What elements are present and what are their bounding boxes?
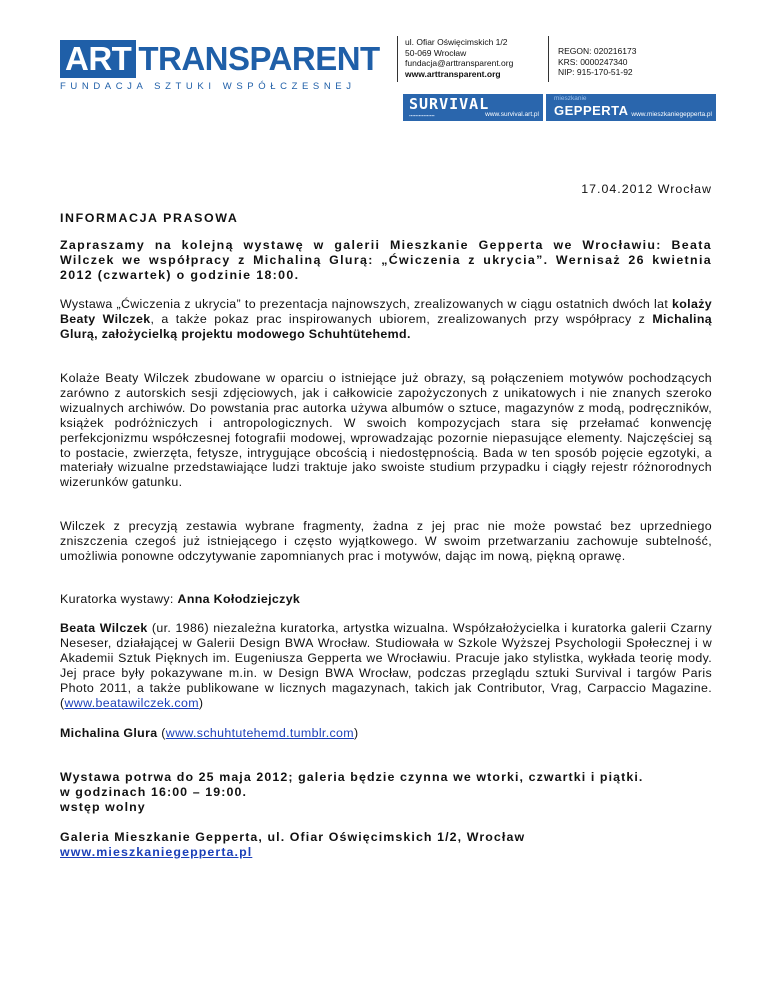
- registry-info: [558, 46, 636, 78]
- glura-line: [60, 726, 712, 741]
- page-title: INFORMACJA PRASOWA: [60, 211, 239, 225]
- glura-open: (: [157, 726, 166, 740]
- p1-bold-d: Michaliną Glurą, założycielką projektu modowego Schuhtütehemd.: [60, 311, 712, 341]
- logo-tagline: FUNDACJA SZTUKI WSPÓŁCZESNEJ: [60, 81, 356, 92]
- info-admission: wstęp wolny: [60, 799, 146, 814]
- foundation-address: [405, 37, 513, 79]
- paragraph-2: Kolaże Beaty Wilczek zbudowane w oparciu o istniejące już obrazy, są połączeniem motywów pochodzących zarówno z autorskich sesji zdjęciowych, jak i całkowicie zapożyczonych z unikatowych i nie znanych szeroko wizualnych archiwów. Do powstania prac autorka używa albumów o sztuce, magazynów z modą, podręczników, książek podróżniczych i antropologicznych. W swoich kompozycjach stara się przełamać konwencję perfekcjonizmu współczesnej fotografii modowej, wprowadzając pozornie niepasujące elementy. Najczęściej są to postacie, zwierzęta, fetysze, intrygujące obcością i niedostępnością. Bada w ten sposób pojęcie egzotyki, a materiały wizualne przedstawiające ludzi traktuje jako swoiste studium przypadku i ciągły rejestr różnorodnych wizerunków gatunku.: [60, 371, 712, 490]
- intro-paragraph: Zapraszamy na kolejną wystawę w galerii Mieszkanie Gepperta we Wrocławiu: Beata Wilczek we współpracy z Michaliną Glurą: „Ćwiczenia z ukrycia”. Wernisaż 26 kwietnia 2012 (czwartek) o godzinie 18:00.: [60, 238, 712, 282]
- address-street: ul. Ofiar Oświęcimskich 1/2: [405, 37, 508, 47]
- nip: NIP: 915-170-51-92: [558, 67, 633, 77]
- survival-decor: ▪▪▪▪▪▪▪▪▪▪▪▪▪▪▪▪: [409, 113, 435, 118]
- gepperta-url[interactable]: www.mieszkaniegepperta.pl: [631, 111, 712, 118]
- krs: KRS: 0000247340: [558, 56, 628, 67]
- survival-banner[interactable]: [403, 94, 543, 121]
- divider: [397, 36, 398, 82]
- address-website[interactable]: www.arttransparent.org: [405, 68, 501, 79]
- p1-text-a: Wystawa „Ćwiczenia z ukrycia” to prezentacja najnowszych, zrealizowanych w ciągu ostatnich dwóch lat: [60, 297, 673, 311]
- bio-name: Beata Wilczek: [60, 621, 148, 635]
- venue-address: Galeria Mieszkanie Gepperta, ul. Ofiar Oświęcimskich 1/2, Wrocław: [60, 830, 526, 844]
- logo-art: ART: [60, 40, 136, 78]
- venue-website-link[interactable]: www.mieszkaniegepperta.pl: [60, 844, 253, 859]
- regon: REGON: 020216173: [558, 46, 637, 56]
- bio-end: ): [198, 695, 204, 710]
- survival-title: SURVIVAL: [409, 95, 490, 113]
- paragraph-1: [60, 297, 712, 342]
- logo-rest: TRANSPARENT: [138, 40, 380, 77]
- bio-paragraph: [60, 621, 712, 710]
- bio-website-link[interactable]: www.beatawilczek.com: [64, 695, 199, 710]
- partner-banners: [403, 94, 716, 121]
- exhibition-info: [60, 770, 712, 815]
- glura-close: ): [353, 726, 359, 740]
- gepperta-banner[interactable]: [546, 94, 716, 121]
- address-city: 50-069 Wrocław: [405, 47, 467, 58]
- bio-text: (ur. 1986) niezależna kuratorka, artystka wizualna. Współzałożycielka i kuratorka galerii Czarny Neseser, działającej w Galerii Design BWA Wrocław. Studiowała w Szkole Wyższej Psychologii Społecznej i w Akademii Sztuk Pięknych im. Eugeniusza Gepperta we Wrocławiu. Pracuje jako stylistka, wykłada teorię mody. Jej prace były pokazywane m.in. w Design BWA Wrocław, podczas przeglądu sztuki Survival i targów Paris Photo 2011, a także publikowane w licznych magazynach, takich jak Contributor, Vrag, Carpaccio Magazine. (: [60, 621, 712, 710]
- p1-bold-b: kolaży Beaty Wilczek: [60, 297, 712, 326]
- logo: [60, 40, 380, 92]
- curator-line: [60, 592, 712, 607]
- curator-name: Anna Kołodziejczyk: [177, 592, 301, 606]
- info-hours: w godzinach 16:00 – 19:00.: [60, 784, 247, 799]
- curator-label: Kuratorka wystawy:: [60, 592, 178, 606]
- address-email[interactable]: fundacja@arttransparent.org: [405, 58, 514, 68]
- p1-text-c: , a także pokaz prac inspirowanych ubiorem, zrealizowanych przy współpracy z: [150, 311, 653, 326]
- divider: [548, 36, 549, 82]
- venue-info: [60, 830, 712, 860]
- survival-url[interactable]: www.survival.art.pl: [485, 111, 539, 118]
- gepperta-title: GEPPERTA: [554, 103, 629, 118]
- press-date: 17.04.2012 Wrocław: [581, 182, 712, 196]
- glura-name: Michalina Glura: [60, 726, 158, 740]
- logo-wordmark: [60, 40, 380, 78]
- glura-website-link[interactable]: www.schuhtutehemd.tumblr.com: [165, 726, 354, 740]
- gepperta-small: mieszkanie: [554, 95, 587, 102]
- paragraph-3: Wilczek z precyzją zestawia wybrane fragmenty, żadna z jej prac nie może powstać bez uprzedniego zniszczenia czegoś już istniejącego i często wyjątkowego. W swoim przetwarzaniu zachowuje subtelność, umożliwia ponowne odczytywanie zapomnianych prac i motywów, dając im nową, piękną oprawę.: [60, 519, 712, 563]
- info-duration: Wystawa potrwa do 25 maja 2012; galeria będzie czynna we wtorki, czwartki i piątki.: [60, 770, 644, 784]
